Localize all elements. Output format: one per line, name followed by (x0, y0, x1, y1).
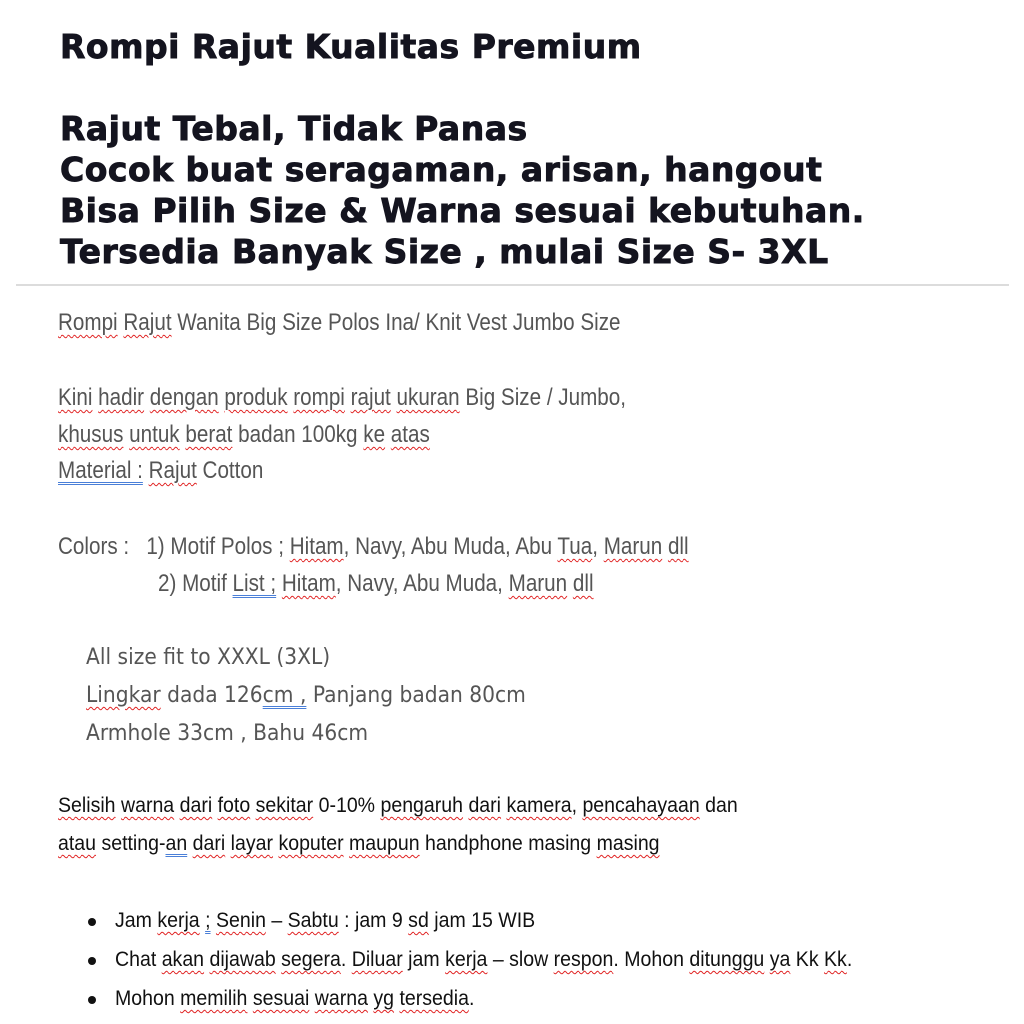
feature-line-2: Cocok buat seragaman, arisan, hangout (60, 150, 823, 189)
text-fragment: Chat (115, 948, 162, 971)
spell-flag-word: sd (408, 909, 429, 932)
spell-flag-word: koputer (278, 832, 344, 855)
spell-flag-word: warna (314, 987, 368, 1010)
spell-flag-word: masing (596, 832, 660, 855)
product-name (58, 308, 621, 338)
spell-flag-word: pencahayaan (582, 794, 700, 817)
spell-flag-word: Rajut (123, 309, 172, 336)
motif-1-label: 1) Motif Polos ; (146, 533, 290, 560)
spell-flag-word: yg (373, 987, 395, 1010)
feature-line-4: Tersedia Banyak Size , mulai Size S- 3XL (60, 232, 829, 271)
spell-flag-word: maupun (349, 832, 420, 855)
material-value: Cotton (196, 457, 264, 484)
spell-flag-word: berat (185, 421, 233, 448)
spell-flag-word: rompi (293, 384, 345, 411)
spell-flag-word: Selisih (58, 794, 116, 817)
spell-flag-word: Kk (824, 948, 847, 971)
text-fragment: 0-10% (313, 794, 381, 817)
spell-flag-word: respon (553, 948, 614, 971)
intro-line-1 (58, 383, 626, 413)
spell-flag-word: ditunggu (689, 948, 765, 971)
note-text (115, 942, 852, 978)
material-line (58, 456, 263, 486)
product-headline: Rompi Rajut Kualitas Premium (60, 27, 642, 66)
spell-flag-word: Lingkar (86, 683, 161, 708)
spell-flag-word: ukuran (396, 384, 460, 411)
spell-flag-word: dari (192, 832, 226, 855)
spell-flag-word: tersedia (399, 987, 469, 1010)
promo-heading (60, 26, 865, 272)
spell-flag-word: atas (390, 421, 430, 448)
text-fragment: , (592, 533, 604, 560)
spell-flag-word: sekitar (255, 794, 314, 817)
spell-flag-word: akan (161, 948, 205, 971)
spell-flag-word: kerja (157, 909, 200, 932)
spell-flag-word: Hitam (281, 570, 336, 597)
text-fragment: jam (402, 948, 446, 971)
grammar-flag-word: List ; (232, 570, 277, 597)
size-chest-line (86, 677, 526, 715)
text-fragment: dan (699, 794, 738, 817)
colors-line-2 (158, 569, 594, 599)
text-fragment: Jam (115, 909, 158, 932)
spell-flag-word: dengan (149, 384, 219, 411)
text-fragment: , Navy, Abu Muda, Abu (343, 533, 558, 560)
section-divider (16, 284, 1009, 286)
feature-line-3: Bisa Pilih Size & Warna sesuai kebutuhan. (60, 191, 865, 230)
spell-flag-word: Marun (508, 570, 568, 597)
spell-flag-word: memilih (180, 987, 248, 1010)
spell-flag-word: dijawab (209, 948, 276, 971)
spell-flag-word: ke (363, 421, 386, 448)
disclaimer-line-1 (58, 787, 738, 825)
text-fragment: setting- (96, 832, 166, 855)
spell-flag-word: Tua (557, 533, 593, 560)
spell-flag-word: layar (230, 832, 274, 855)
text-fragment: . Mohon (613, 948, 690, 971)
motif-2-label: 2) Motif (158, 570, 233, 597)
text-fragment: Wanita Big Size Polos Ina/ Knit Vest Jumbo Size (171, 309, 621, 336)
text-fragment: . (340, 948, 352, 971)
spell-flag-word: segera (281, 948, 341, 971)
text-fragment: – (265, 909, 288, 932)
spell-flag-word: Rajut (148, 457, 197, 484)
spell-flag-word: sesuai (252, 987, 310, 1010)
spell-flag-word: kamera (506, 794, 572, 817)
spell-flag-word: dll (667, 533, 689, 560)
spell-flag-word: hadir (98, 384, 145, 411)
text-fragment: Big Size / Jumbo, (459, 384, 626, 411)
spell-flag-word: dll (572, 570, 594, 597)
spell-flag-word: Hitam (289, 533, 344, 560)
bullet-icon (88, 957, 96, 965)
text-fragment: Kk (790, 948, 825, 971)
grammar-flag-word: an (165, 832, 188, 855)
bullet-icon (88, 918, 96, 926)
spell-flag-word: Senin (215, 909, 266, 932)
spell-flag-word: atau (58, 832, 97, 855)
spell-flag-word: ya (769, 948, 791, 971)
text-fragment: . (468, 987, 475, 1010)
text-fragment: , Navy, Abu Muda, (335, 570, 509, 597)
spell-flag-word: pengaruh (380, 794, 464, 817)
text-fragment: , (571, 794, 583, 817)
spell-flag-word: foto (217, 794, 251, 817)
grammar-flag-word: ; (205, 909, 211, 932)
text-fragment: Panjang badan 80cm (306, 683, 526, 708)
text-fragment: Mohon (115, 987, 181, 1010)
spell-flag-word: untuk (129, 421, 180, 448)
colors-label: Colors : (58, 533, 130, 560)
note-text (115, 981, 474, 1017)
note-text (115, 903, 535, 939)
material-label: Material : (58, 457, 143, 484)
text-fragment: – slow (487, 948, 554, 971)
spell-flag-word: Sabtu (287, 909, 339, 932)
spell-flag-word: Marun (603, 533, 663, 560)
spell-flag-word: khusus (58, 421, 124, 448)
text-fragment: dada 126 (160, 683, 263, 708)
spell-flag-word: dari (179, 794, 213, 817)
spell-flag-word: Diluar (351, 948, 403, 971)
feature-line-1: Rajut Tebal, Tidak Panas (60, 109, 528, 148)
spell-flag-word: produk (224, 384, 288, 411)
text-fragment: : jam 9 (338, 909, 409, 932)
disclaimer-line-2 (58, 825, 660, 863)
text-fragment: handphone masing (419, 832, 597, 855)
intro-line-2 (58, 420, 430, 450)
size-armhole-line: Armhole 33cm , Bahu 46cm (86, 721, 369, 746)
spell-flag-word: warna (120, 794, 175, 817)
colors-line-1 (58, 532, 689, 562)
spell-flag-word: rajut (350, 384, 391, 411)
text-fragment: badan 100kg (232, 421, 364, 448)
spell-flag-word: Rompi (58, 309, 118, 336)
spell-flag-word: dari (468, 794, 502, 817)
text-fragment: jam 15 WIB (428, 909, 536, 932)
spell-flag-word: Kini (58, 384, 93, 411)
bullet-icon (88, 996, 96, 1004)
text-fragment: . (846, 948, 853, 971)
grammar-flag-word: cm , (262, 683, 307, 708)
size-fit-line: All size fit to XXXL (3XL) (86, 645, 331, 670)
spell-flag-word: kerja (445, 948, 488, 971)
